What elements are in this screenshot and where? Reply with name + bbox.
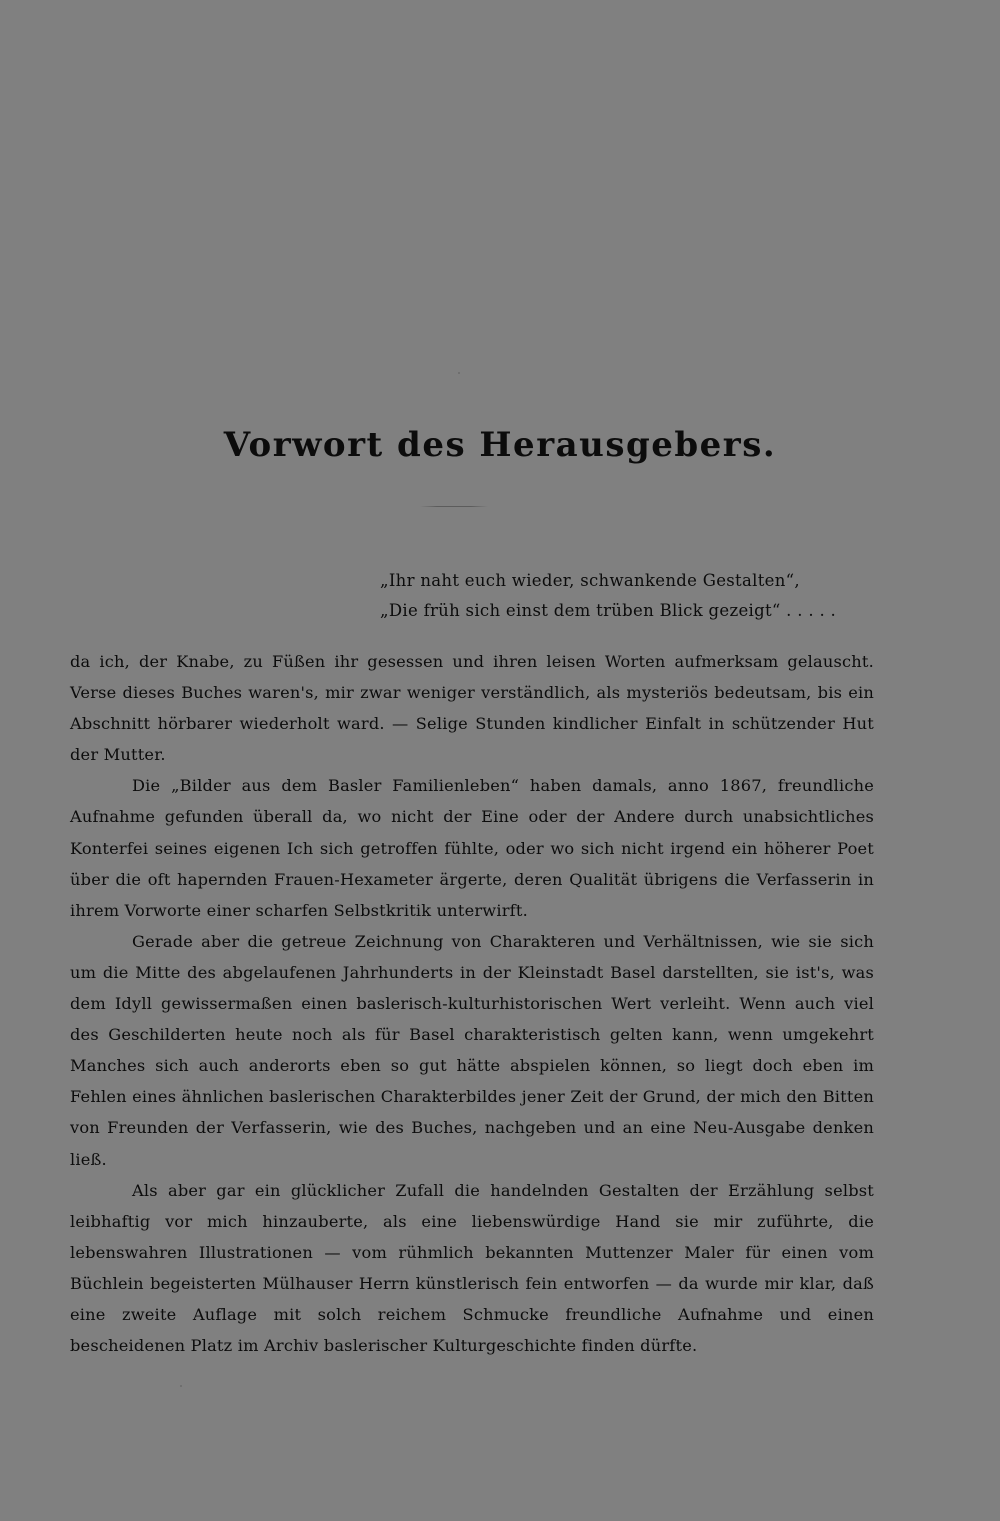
paragraph: Gerade aber die getreue Zeichnung von Charakteren und Verhältnissen, wie sie sich um die Mitte des abgelaufenen Jahrhunderts in der Kleinstadt Basel darstellten, sie ist's, was dem Idyll gewissermaßen einen baslerisch-kulturhistorischen Wert verleiht. Wenn auch viel des Geschilderten heute noch als für Basel charakteristisch gelten kann, wenn umgekehrt Manches sich auch anderorts eben so gut hätte abspielen können, so liegt doch eben im Fehlen eines ähnlichen baslerischen Charakterbildes jener Zeit der Grund, der mich den Bitten von Freunden der Verfasserin, wie des Buches, nachgeben und an eine Neu-Ausgabe denken ließ.: [70, 931, 874, 1169]
title-divider: [420, 506, 488, 507]
paragraph: Als aber gar ein glücklicher Zufall die handelnden Gestalten der Erzählung selbst leibhaftig vor mich hinzauberte, als eine liebenswürdige Hand sie mir zuführte, die lebenswahren Illustrationen — vom rühmlich bekannten Muttenzer Maler für einen vom Büchlein begeisterten Mülhauser Herrn künstlerisch fein entworfen — da wurde mir klar, daß eine zweite Auflage mit solch reichem Schmucke freundliche Aufnahme und einen bescheidenen Platz im Archiv baslerischer Kulturgeschichte finden dürfte.: [70, 1180, 874, 1356]
paragraph: Die „Bilder aus dem Basler Familienleben“ haben damals, anno 1867, freundliche Aufnahme gefunden überall da, wo nicht der Eine oder der Andere durch unabsichtliches Konterfei seines eigenen Ich sich getroffen fühlte, oder wo sich nicht irgend ein höherer Poet über die oft hapernden Frauen-Hexameter ärgerte, deren Qualität übrigens die Verfasserin in ihrem Vorworte einer scharfen Selbstkritik unterwirft.: [70, 776, 874, 920]
page-title: Vorwort des Herausgebers.: [223, 425, 777, 465]
paragraph: da ich, der Knabe, zu Füßen ihr gesessen und ihren leisen Worten aufmerksam gelauscht. Verse dieses Buches waren's, mir zwar weniger verständlich, als mysteriös bedeutsam, bis ein Abschnitt hörbarer wiederholt ward. — Selige Stunden kindlicher Einfalt in schützender Hut der Mutter.: [70, 652, 874, 765]
epigraph-quote: [380, 566, 880, 626]
preface-body: [70, 646, 874, 1361]
epigraph-line: „Die früh sich einst dem trüben Blick gezeigt“ . . . . .: [380, 601, 837, 620]
epigraph-line: „Ihr naht euch wieder, schwankende Gestalten“,: [380, 571, 800, 590]
paper-speck: [458, 372, 460, 374]
paper-speck: [180, 1385, 182, 1387]
